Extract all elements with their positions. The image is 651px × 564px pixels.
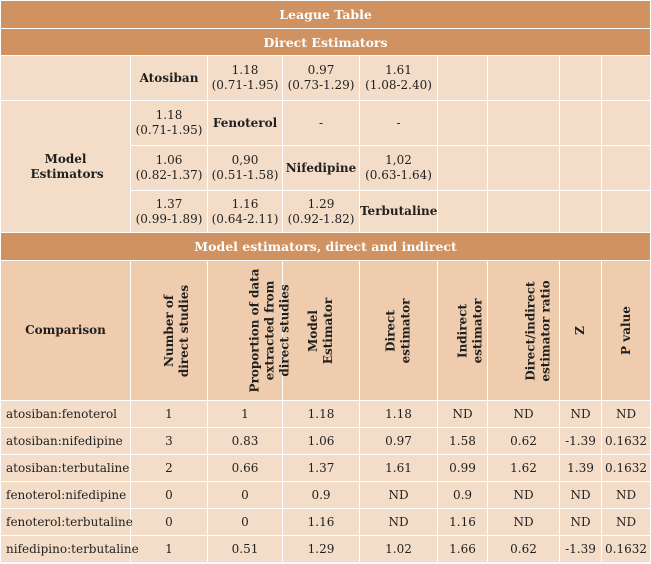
column-header-number-of-direct-studies: Number of direct studies: [131, 261, 208, 401]
empty-cell: [488, 146, 560, 191]
value-cell: 0.51: [208, 536, 283, 563]
value-cell: ND: [560, 482, 602, 509]
comparison-cell: atosiban:terbutaline: [1, 455, 131, 482]
empty-cell: [560, 191, 602, 233]
value-cell: ND: [360, 482, 438, 509]
value-cell: 0: [208, 509, 283, 536]
table-row: [1, 401, 651, 428]
empty-cell: [488, 56, 560, 101]
empty-cell: [560, 146, 602, 191]
value-cell: 0.9: [283, 482, 360, 509]
value-cell: ND: [602, 509, 651, 536]
column-header-ratio: Direct/indirect estimator ratio: [488, 261, 560, 401]
value-cell: 0: [131, 482, 208, 509]
value-cell: 1: [131, 401, 208, 428]
value-cell: 3: [131, 428, 208, 455]
value-cell: 1.37: [283, 455, 360, 482]
direct-nifedipine-terbutaline: 1,02 (0.63-1.64): [360, 146, 438, 191]
value-cell: 1.58: [438, 428, 488, 455]
table-row: [1, 455, 651, 482]
value-cell: ND: [560, 401, 602, 428]
value-cell: 0.62: [488, 428, 560, 455]
value-cell: 0.62: [488, 536, 560, 563]
value-cell: 1: [131, 536, 208, 563]
value-cell: ND: [602, 482, 651, 509]
value-cell: 1.18: [283, 401, 360, 428]
value-cell: ND: [488, 401, 560, 428]
empty-cell: [602, 191, 651, 233]
drug-nifedipine: Nifedipine: [283, 146, 360, 191]
value-cell: 1.62: [488, 455, 560, 482]
value-cell: 1.02: [360, 536, 438, 563]
comparison-cell: fenoterol:nifedipine: [1, 482, 131, 509]
direct-atosiban-fenoterol: 1.18 (0.71-1.95): [208, 56, 283, 101]
column-header-direct-estimator: Direct estimator: [360, 261, 438, 401]
value-cell: 1.39: [560, 455, 602, 482]
value-cell: 0.66: [208, 455, 283, 482]
value-cell: 0.9: [438, 482, 488, 509]
value-cell: ND: [602, 401, 651, 428]
drug-terbutaline: Terbutaline: [360, 191, 438, 233]
direct-fenoterol-nifedipine: -: [283, 101, 360, 146]
model-nifedipine-fenoterol: 0,90 (0.51-1.58): [208, 146, 283, 191]
value-cell: 0.99: [438, 455, 488, 482]
value-cell: 1: [208, 401, 283, 428]
value-cell: 1.66: [438, 536, 488, 563]
value-cell: 0.97: [360, 428, 438, 455]
direct-estimators-header: Direct Estimators: [1, 29, 651, 56]
empty-cell: [602, 56, 651, 101]
direct-atosiban-terbutaline: 1.61 (1.08-2.40): [360, 56, 438, 101]
direct-atosiban-nifedipine: 0.97 (0.73-1.29): [283, 56, 360, 101]
value-cell: ND: [488, 509, 560, 536]
empty-cell: [602, 101, 651, 146]
value-cell: 0: [131, 509, 208, 536]
empty-cell: [560, 56, 602, 101]
value-cell: 1.18: [360, 401, 438, 428]
drug-fenoterol: Fenoterol: [208, 101, 283, 146]
table-row: [1, 509, 651, 536]
empty-cell: [438, 56, 488, 101]
value-cell: -1.39: [560, 536, 602, 563]
value-cell: 1.29: [283, 536, 360, 563]
value-cell: ND: [560, 509, 602, 536]
column-header-p-value: P value: [602, 261, 651, 401]
value-cell: 0.1632: [602, 536, 651, 563]
empty-cell: [1, 56, 131, 101]
model-terbutaline-fenoterol: 1.16 (0.64-2.11): [208, 191, 283, 233]
value-cell: ND: [360, 509, 438, 536]
value-cell: 1.61: [360, 455, 438, 482]
model-nifedipine-atosiban: 1.06 (0.82-1.37): [131, 146, 208, 191]
empty-cell: [438, 191, 488, 233]
empty-cell: [488, 191, 560, 233]
column-header-model-estimator: Model Estimator: [283, 261, 360, 401]
empty-cell: [438, 101, 488, 146]
column-header-comparison: Comparison: [1, 261, 131, 401]
comparison-cell: fenoterol:terbutaline: [1, 509, 131, 536]
value-cell: 1.06: [283, 428, 360, 455]
table-title: League Table: [1, 1, 651, 29]
value-cell: 2: [131, 455, 208, 482]
empty-cell: [438, 146, 488, 191]
value-cell: 1.16: [438, 509, 488, 536]
comparison-cell: atosiban:nifedipine: [1, 428, 131, 455]
column-header-indirect-estimator: Indirect estimator: [438, 261, 488, 401]
value-cell: ND: [488, 482, 560, 509]
model-terbutaline-atosiban: 1.37 (0.99-1.89): [131, 191, 208, 233]
model-fenoterol-atosiban: 1.18 (0.71-1.95): [131, 101, 208, 146]
empty-cell: [560, 101, 602, 146]
drug-atosiban: Atosiban: [131, 56, 208, 101]
column-header-z: Z: [560, 261, 602, 401]
table-row: [1, 536, 651, 563]
comparison-cell: nifedipino:terbutaline: [1, 536, 131, 563]
empty-cell: [602, 146, 651, 191]
model-terbutaline-nifedipine: 1.29 (0.92-1.82): [283, 191, 360, 233]
column-header-proportion-direct: Proportion of data extracted from direct studies: [208, 261, 283, 401]
table-row: [1, 482, 651, 509]
value-cell: ND: [438, 401, 488, 428]
value-cell: 0: [208, 482, 283, 509]
comparison-cell: atosiban:fenoterol: [1, 401, 131, 428]
value-cell: 0.83: [208, 428, 283, 455]
direct-fenoterol-terbutaline: -: [360, 101, 438, 146]
empty-cell: [488, 101, 560, 146]
value-cell: 0.1632: [602, 455, 651, 482]
section-header-model-direct-indirect: Model estimators, direct and indirect: [1, 233, 651, 261]
value-cell: 0.1632: [602, 428, 651, 455]
model-estimators-label: Model Estimators: [1, 101, 131, 233]
value-cell: -1.39: [560, 428, 602, 455]
table-row: [1, 428, 651, 455]
value-cell: 1.16: [283, 509, 360, 536]
